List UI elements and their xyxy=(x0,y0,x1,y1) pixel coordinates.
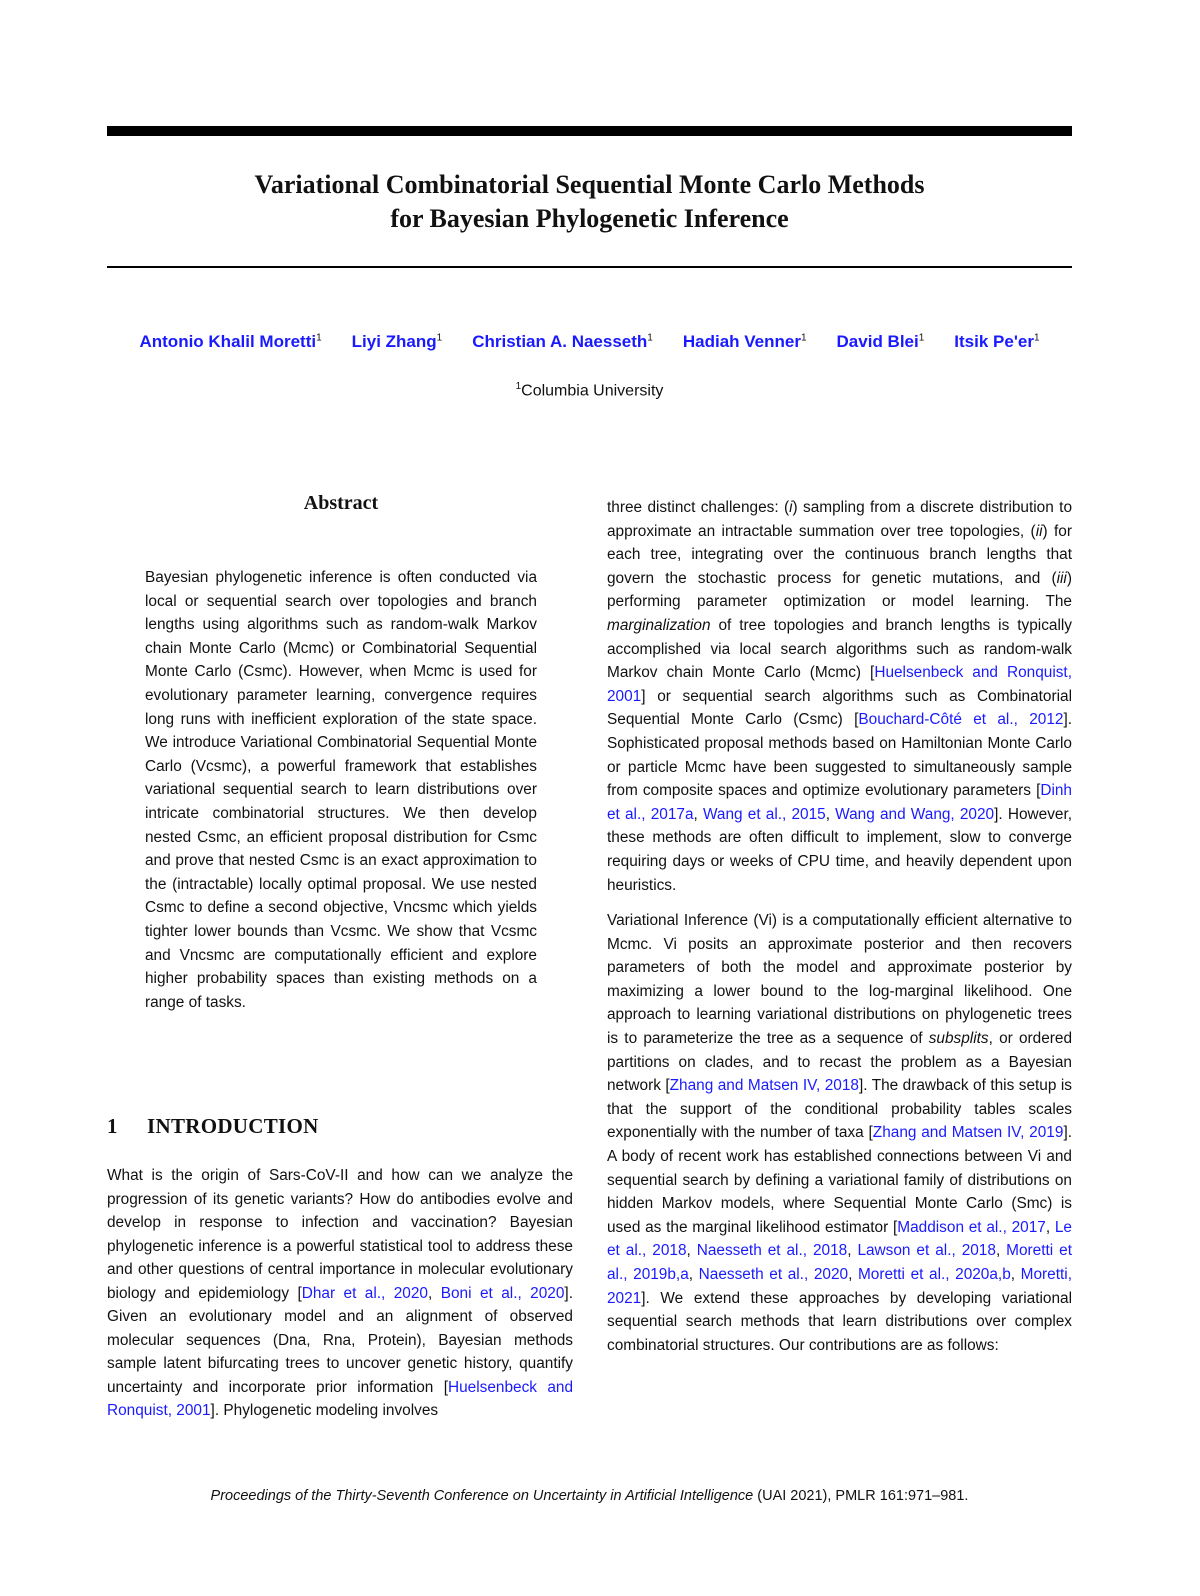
citation-link[interactable]: Wang et al., 2015 xyxy=(702,805,826,823)
author-6[interactable]: Itsik $Pe'er^1$ xyxy=(954,332,1040,351)
abstract-body: Bayesian phylogenetic inference is often conducted via local or sequential search over topologies and branch lengths using algorithms such as random-walk Markov chain Monte Carlo (Mcmc) or Combinatorial Sequential Monte Carlo (Csmc). However, when Mcmc is used for evolutionary parameter learning, convergence requires long runs with inefficient exploration of the state space. We introduce Variational Combinatorial Sequential Monte Carlo (Vcsmc), a powerful framework that establishes variational sequential search to learn distributions over intricate combinatorial structures. We then develop nested Csmc, an efficient proposal distribution for Csmc and prove that nested Csmc is an exact approximation to the (intractable) locally optimal proposal. We use nested Csmc to define a second objective, Vncsmc which yields tighter lower bounds than Vcsmc. We show that Vcsmc and Vncsmc are computationally efficient and explore higher probability spaces than existing methods on a range of tasks. xyxy=(145,569,537,1011)
citation-link[interactable]: Boni et al., 2020 xyxy=(440,1284,565,1302)
title-rule xyxy=(107,266,1072,268)
citation-link[interactable]: Dinh et al., 2017a xyxy=(607,782,1072,823)
citation-link[interactable]: Naesseth et al., 2020 xyxy=(698,1266,849,1283)
footer-details: (UAI 2021), PMLR 161:971–981. xyxy=(753,1488,969,1504)
citation-link[interactable]: Le et al., 2018 xyxy=(607,1218,1072,1260)
citation-link[interactable]: Moretti et al., 2020a,b xyxy=(857,1266,1011,1283)
author-5[interactable]: David Blei$^1$ xyxy=(836,332,925,351)
citation-link[interactable]: Moretti, 2021 xyxy=(607,1266,1072,1307)
right-column xyxy=(607,496,1072,1357)
citation-link[interactable]: Bouchard-Côté et al., 2012 xyxy=(858,711,1064,729)
paper-title xyxy=(107,168,1072,236)
citation-link[interactable]: Maddison et al., 2017 xyxy=(897,1218,1046,1236)
citation-link[interactable]: Dhar et al., 2020 xyxy=(301,1284,428,1302)
citation-link[interactable]: Lawson et al., 2018 xyxy=(857,1242,996,1260)
right-paragraph-2: Variational Inference (Vi) is a computationally efficient alternative to Mcmc. Vi posits an approximate posterior and then recovers parameters of both the model and approximate posterior by maximizing a lower bound to the log-marginal likelihood. One approach to learning variational distributions on phylogenetic trees is to parameterize the tree as a sequence of subsplits, or ordered partitions on clades, and to recast the problem as a Bayesian network [Zhang and Matsen IV, 2018]. The drawback of this setup is that the support of the conditional probability tables scales exponentially with the number of taxa [Zhang and Matsen IV, 2019]. A body of recent work has established connections between Vi and sequential search by defining a variational family of distributions on hidden Markov models, where Sequential Monte Carlo (Smc) is used as the marginal likelihood estimator [Maddison et al., 2017, Le et al., 2018, Naesseth et al., 2018, Lawson et al., 2018, Moretti et al., 2019b,a, Naesseth et al., 2020, Moretti et al., 2020a,b, Moretti, 2021]. We extend these approaches by developing variational sequential search methods that learn distributions over complex combinatorial structures. Our contributions are as follows: xyxy=(607,912,1072,1354)
title-line-2: for Bayesian Phylogenetic Inference xyxy=(390,204,789,233)
page-footer xyxy=(107,1488,1072,1504)
citation-link[interactable]: Huelsenbeck and Ronquist, 2001 xyxy=(607,664,1072,705)
citation-link[interactable]: Zhang and Matsen IV, 2019 xyxy=(872,1124,1064,1142)
citation-link[interactable]: Naesseth et al., 2018 xyxy=(696,1242,848,1260)
right-paragraph-1: three distinct challenges: (i) sampling from a discrete distribution to approximate an intractable summation over tree topologies, (ii) for each tree, integrating over the continuous branch lengths that govern the stochastic process for genetic mutations, and (iii) performing parameter optimization or model learning. The marginalization of tree topologies and branch lengths is typically accomplished via local search algorithms such as random-walk Markov chain Monte Carlo (Mcmc) [Huelsenbeck and Ronquist, 2001] or sequential search algorithms such as Combinatorial Sequential Monte Carlo (Csmc) [Bouchard-Côté et al., 2012]. Sophisticated proposal methods based on Hamiltonian Monte Carlo or particle Mcmc have been suggested to simultaneously sample from composite spaces and optimize evolutionary parameters [Dinh et al., 2017a, Wang et al., 2015, Wang and Wang, 2020]. However, these methods are often difficult to implement, slow to converge requiring days or weeks of CPU time, and heavily dependent upon heuristics. xyxy=(607,499,1073,894)
author-2[interactable]: Liyi Zhang$^1$ xyxy=(351,332,443,351)
citation-link[interactable]: Wang and Wang, 2020 xyxy=(835,805,995,823)
title-line-1: Variational Combinatorial Sequential Monte Carlo Methods xyxy=(254,170,925,199)
section-heading: 1 INTRODUCTION xyxy=(107,1114,319,1138)
abstract-heading: Abstract xyxy=(303,492,379,514)
footer-venue: Proceedings of the Thirty-Seventh Conference on Uncertainty in Artificial Intelligence xyxy=(210,1488,754,1504)
citation-link[interactable]: Huelsenbeck and Ronquist, 2001 xyxy=(107,1378,574,1419)
author-list xyxy=(107,332,1072,352)
author-4[interactable]: Hadiah Venner$^1$ xyxy=(682,332,807,351)
author-3[interactable]: Christian A. Naesseth$^1$ xyxy=(472,332,653,351)
intro-paragraph: What is the origin of Sars-CoV-II and how can we analyze the progression of its genetic variants? How do antibodies evolve and develop in response to infection and vaccination? Bayesian phylogenetic inference is a powerful statistical tool to address these and other questions of central importance in molecular evolutionary biology and epidemiology [Dhar et al., 2020, Boni et al., 2020]. Given an evolutionary model and an alignment of observed molecular sequences (Dna, Rna, Protein), Bayesian methods sample latent bifurcating trees to uncover genetic history, quantify uncertainty and incorporate prior information [Huelsenbeck and Ronquist, 2001]. Phylogenetic modeling involves xyxy=(107,1167,574,1419)
citation-link[interactable]: Zhang and Matsen IV, 2018 xyxy=(669,1077,859,1095)
citation-link[interactable]: Moretti et al., 2019b,a xyxy=(607,1242,1072,1283)
affiliation: $^1$Columbia University xyxy=(515,381,664,400)
top-rule xyxy=(107,126,1072,136)
author-1[interactable]: Antonio Khalil Moretti$^1$ xyxy=(139,332,322,351)
